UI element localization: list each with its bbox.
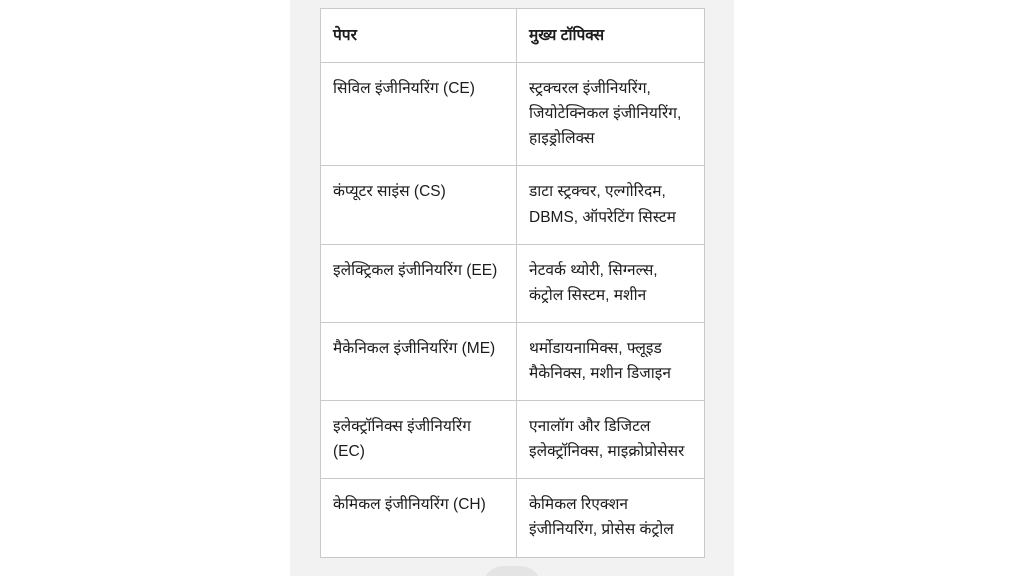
topics-table	[320, 8, 705, 558]
table-header-row	[321, 9, 705, 63]
cell-topics: डाटा स्ट्रक्चर, एल्गोरिदम, DBMS, ऑपरेटिंग सिस्टम	[517, 166, 705, 244]
table-row	[321, 63, 705, 166]
cell-paper: सिविल इंजीनियरिंग (CE)	[321, 63, 517, 166]
table-row	[321, 244, 705, 322]
cell-topics: केमिकल रिएक्शन इंजीनियरिंग, प्रोसेस कंट्रोल	[517, 479, 705, 557]
cell-paper: इलेक्ट्रॉनिक्स इंजीनियरिंग (EC)	[321, 401, 517, 479]
cell-paper: कंप्यूटर साइंस (CS)	[321, 166, 517, 244]
cell-topics: एनालॉग और डिजिटल इलेक्ट्रॉनिक्स, माइक्रोप्रोसेसर	[517, 401, 705, 479]
cell-topics: नेटवर्क थ्योरी, सिग्नल्स, कंट्रोल सिस्टम, मशीन	[517, 244, 705, 322]
table-row	[321, 322, 705, 400]
cell-paper: मैकेनिकल इंजीनियरिंग (ME)	[321, 322, 517, 400]
column-header-topics: मुख्य टॉपिक्स	[517, 9, 705, 63]
cell-paper: इलेक्ट्रिकल इंजीनियरिंग (EE)	[321, 244, 517, 322]
column-header-paper: पेपर	[321, 9, 517, 63]
topics-table-container	[320, 8, 704, 558]
table-row	[321, 401, 705, 479]
table-row	[321, 479, 705, 557]
table-row	[321, 166, 705, 244]
cell-paper: केमिकल इंजीनियरिंग (CH)	[321, 479, 517, 557]
cell-topics: स्ट्रक्चरल इंजीनियरिंग, जियोटेक्निकल इंजीनियरिंग, हाइड्रोलिक्स	[517, 63, 705, 166]
cell-topics: थर्मोडायनामिक्स, फ्लूइड मैकेनिक्स, मशीन डिजाइन	[517, 322, 705, 400]
